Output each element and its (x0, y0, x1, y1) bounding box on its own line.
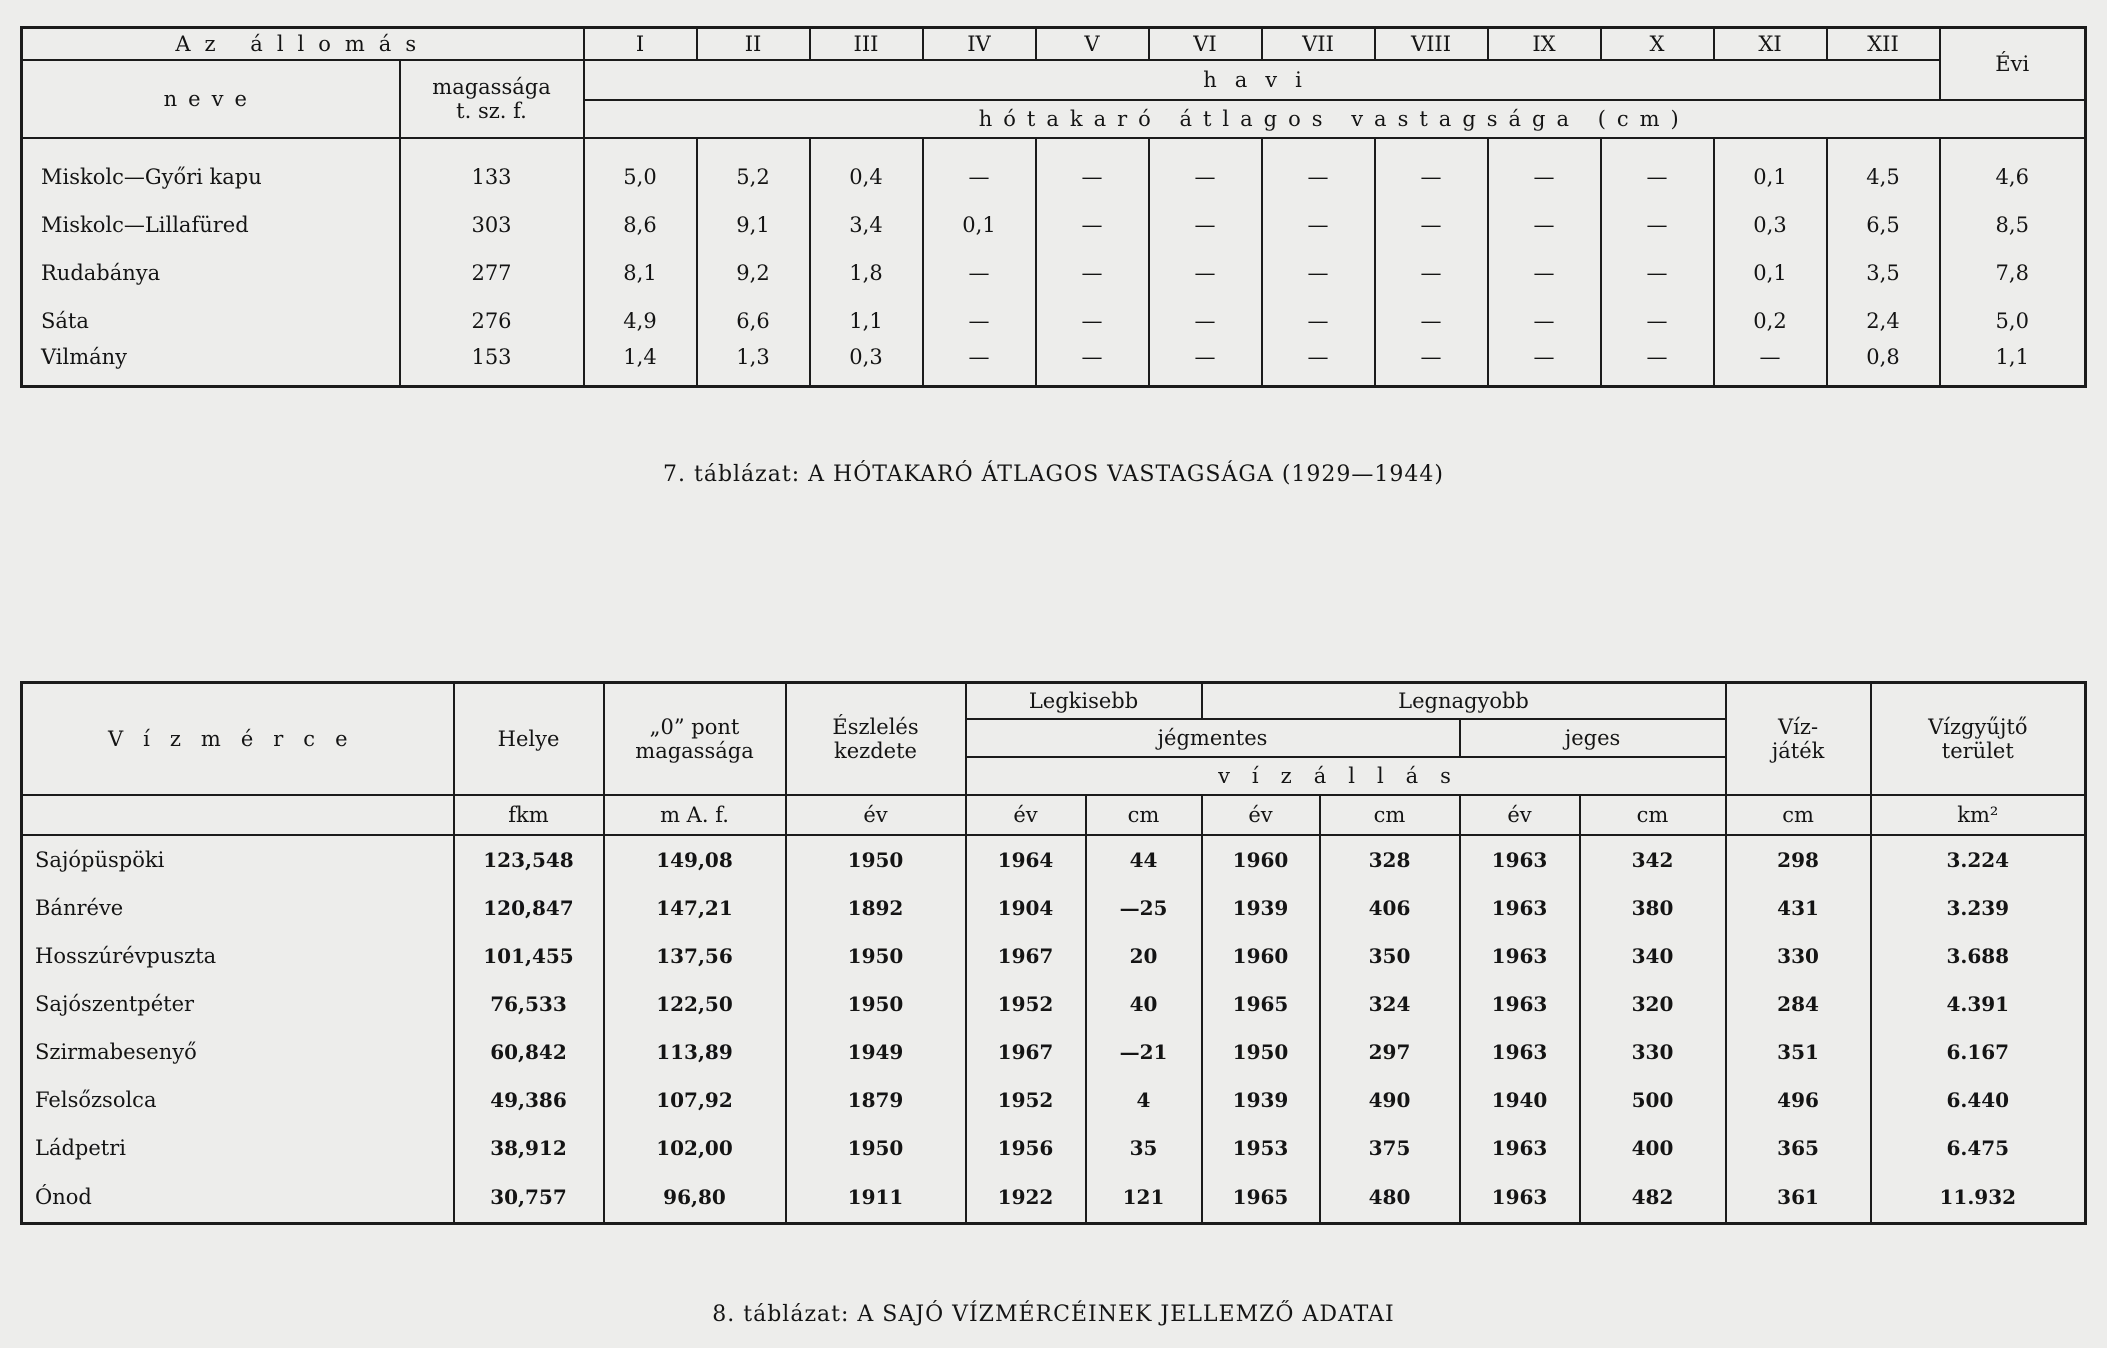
gauge-name: Hosszúrévpuszta (35, 944, 217, 968)
observation-label-2: kezdete (834, 739, 917, 763)
month-header: I (584, 28, 697, 61)
table-row (22, 1124, 2086, 1172)
gauge-value: 1960 (1202, 835, 1320, 884)
largest-header: Legnagyobb (1202, 683, 1726, 720)
month-value: 0,2 (1714, 297, 1827, 345)
gauge-value: 1950 (786, 1124, 966, 1172)
unit-label: cm (1086, 795, 1202, 835)
gauge-value: 3.239 (1871, 884, 2086, 932)
month-value: — (1601, 345, 1714, 387)
station-altitude: 303 (400, 201, 584, 249)
annual-value: 1,1 (1940, 345, 2086, 387)
month-value: 3,4 (810, 201, 923, 249)
gauge-value: 1967 (966, 1028, 1086, 1076)
gauge-value: 480 (1320, 1172, 1460, 1224)
gauge-value: 328 (1320, 835, 1460, 884)
gauge-value: 11.932 (1871, 1172, 2086, 1224)
month-header: XI (1714, 28, 1827, 61)
month-header: X (1601, 28, 1714, 61)
gauge-value: 1965 (1202, 980, 1320, 1028)
zero-point-label: „0” pont (649, 715, 740, 739)
month-value: — (1036, 153, 1149, 201)
table-row (22, 345, 2086, 387)
month-value: 0,4 (810, 153, 923, 201)
month-value: — (1601, 153, 1714, 201)
month-value: — (923, 297, 1036, 345)
gauge-value: 500 (1580, 1076, 1726, 1124)
gauge-value: 1939 (1202, 1076, 1320, 1124)
gauge-value: 6.167 (1871, 1028, 2086, 1076)
table-row (22, 932, 2086, 980)
month-value: 8,6 (584, 201, 697, 249)
gauge-value: 496 (1726, 1076, 1871, 1124)
gauge-value: —25 (1086, 884, 1202, 932)
altitude-label: magassága (432, 75, 551, 99)
month-value: — (1149, 249, 1262, 297)
table-row (22, 297, 2086, 345)
month-value: — (1375, 297, 1488, 345)
gauge-name: Szirmabesenyő (35, 1040, 197, 1064)
month-value: 0,1 (1714, 153, 1827, 201)
month-value: — (1488, 297, 1601, 345)
gauge-value: 1953 (1202, 1124, 1320, 1172)
gauge-value: 482 (1580, 1172, 1726, 1224)
catchment-label: Vízgyűjtő (1928, 715, 2028, 739)
gauge-value: 4 (1086, 1076, 1202, 1124)
table-7-caption: 7. táblázat: A HÓTAKARÓ ÁTLAGOS VASTAGSÁGA (1929—1944) (663, 462, 1444, 487)
month-value: — (1262, 345, 1375, 387)
station-name: Miskolc—Győri kapu (41, 165, 262, 189)
month-value: 0,1 (923, 201, 1036, 249)
gauge-value: 320 (1580, 980, 1726, 1028)
gauge-value: 1879 (786, 1076, 966, 1124)
gauge-value: 361 (1726, 1172, 1871, 1224)
gauge-value: 1965 (1202, 1172, 1320, 1224)
gauge-name: Ónod (35, 1185, 92, 1209)
month-value: — (1149, 297, 1262, 345)
observation-header (786, 683, 966, 796)
month-header: V (1036, 28, 1149, 61)
unit-label: km² (1871, 795, 2086, 835)
month-value: — (1149, 201, 1262, 249)
water-gauge-table (20, 681, 2087, 1225)
gauge-value: 406 (1320, 884, 1460, 932)
table-row (22, 884, 2086, 932)
month-value: — (1601, 201, 1714, 249)
gauge-value: 1904 (966, 884, 1086, 932)
unit-label: év (966, 795, 1086, 835)
units-spacer (22, 795, 454, 835)
gauge-value: 1949 (786, 1028, 966, 1076)
water-level-header: vízállás (966, 757, 1726, 795)
name-header: neve (163, 87, 258, 111)
gauge-value: 330 (1580, 1028, 1726, 1076)
altitude-header (400, 60, 584, 138)
gauge-value: 324 (1320, 980, 1460, 1028)
unit-label: év (786, 795, 966, 835)
station-altitude: 133 (400, 153, 584, 201)
month-value: — (923, 153, 1036, 201)
gauge-value: 340 (1580, 932, 1726, 980)
gauge-value: 20 (1086, 932, 1202, 980)
zero-point-header (604, 683, 786, 796)
zero-point-label-2: magassága (635, 739, 754, 763)
gauge-value: 120,847 (454, 884, 604, 932)
month-value: — (1262, 297, 1375, 345)
table-row (22, 201, 2086, 249)
catchment-label-2: terület (1941, 739, 2014, 763)
unit-label: fkm (454, 795, 604, 835)
gauge-value: 1963 (1460, 884, 1580, 932)
month-value: — (1375, 201, 1488, 249)
annual-value: 8,5 (1940, 201, 2086, 249)
gauge-value: 1939 (1202, 884, 1320, 932)
gauge-value: 351 (1726, 1028, 1871, 1076)
gauge-value: 297 (1320, 1028, 1460, 1076)
gauge-name: Ládpetri (35, 1136, 126, 1160)
table-row (22, 153, 2086, 201)
gauge-value: 149,08 (604, 835, 786, 884)
gauge-value: 1964 (966, 835, 1086, 884)
location-header: Helye (454, 683, 604, 796)
month-value: — (923, 249, 1036, 297)
gauge-value: 30,757 (454, 1172, 604, 1224)
gauge-value: 1963 (1460, 1028, 1580, 1076)
gauge-value: 1950 (786, 980, 966, 1028)
gauge-value: 38,912 (454, 1124, 604, 1172)
station-name: Sáta (41, 309, 89, 333)
month-value: — (1375, 345, 1488, 387)
gauge-value: 1967 (966, 932, 1086, 980)
unit-label: év (1460, 795, 1580, 835)
month-header: II (697, 28, 810, 61)
gauge-value: 122,50 (604, 980, 786, 1028)
month-value: — (1036, 297, 1149, 345)
gauge-value: 380 (1580, 884, 1726, 932)
month-header: VI (1149, 28, 1262, 61)
month-value: — (1714, 345, 1827, 387)
month-header: IX (1488, 28, 1601, 61)
gauge-value: 101,455 (454, 932, 604, 980)
gauge-value: 3.224 (1871, 835, 2086, 884)
gauge-value: 60,842 (454, 1028, 604, 1076)
station-altitude: 276 (400, 297, 584, 345)
range-label: Víz- (1778, 715, 1819, 739)
month-value: — (1036, 249, 1149, 297)
table-row (22, 1028, 2086, 1076)
month-value: 0,1 (1714, 249, 1827, 297)
gauge-value: 1950 (786, 835, 966, 884)
month-value: — (1488, 153, 1601, 201)
gauge-value: 40 (1086, 980, 1202, 1028)
month-value: — (1036, 345, 1149, 387)
station-altitude: 153 (400, 345, 584, 387)
unit-label: cm (1726, 795, 1871, 835)
gauge-value: 1963 (1460, 1124, 1580, 1172)
gauge-value: 1911 (786, 1172, 966, 1224)
month-value: — (1601, 297, 1714, 345)
gauge-value: 400 (1580, 1124, 1726, 1172)
month-value: 4,9 (584, 297, 697, 345)
gauge-value: 1960 (1202, 932, 1320, 980)
gauge-value: 298 (1726, 835, 1871, 884)
gauge-name: Bánréve (35, 896, 124, 920)
month-value: — (1601, 249, 1714, 297)
month-header: III (810, 28, 923, 61)
gauge-value: 96,80 (604, 1172, 786, 1224)
month-header: XII (1827, 28, 1940, 61)
gauge-value: 1952 (966, 980, 1086, 1028)
month-value: 5,0 (584, 153, 697, 201)
month-value: 9,2 (697, 249, 810, 297)
smallest-header: Legkisebb (966, 683, 1202, 720)
gauge-value: 1963 (1460, 980, 1580, 1028)
month-value: 6,5 (1827, 201, 1940, 249)
month-header: IV (923, 28, 1036, 61)
altitude-unit: t. sz. f. (456, 99, 527, 123)
month-value: — (1488, 345, 1601, 387)
gauge-value: 1963 (1460, 835, 1580, 884)
gauge-value: 1963 (1460, 1172, 1580, 1224)
gauge-value: 1963 (1460, 932, 1580, 980)
month-value: 2,4 (1827, 297, 1940, 345)
month-value: — (1488, 249, 1601, 297)
gauge-value: 44 (1086, 835, 1202, 884)
table-row (22, 980, 2086, 1028)
gauge-value: 1956 (966, 1124, 1086, 1172)
unit-label: cm (1580, 795, 1726, 835)
month-value: — (1149, 153, 1262, 201)
unit-label: m A. f. (604, 795, 786, 835)
month-value: 1,3 (697, 345, 810, 387)
month-value: — (1149, 345, 1262, 387)
table-row (22, 249, 2086, 297)
gauge-value: 107,92 (604, 1076, 786, 1124)
gauge-value: 102,00 (604, 1124, 786, 1172)
gauge-value: 4.391 (1871, 980, 2086, 1028)
gauge-value: 330 (1726, 932, 1871, 980)
month-value: 6,6 (697, 297, 810, 345)
table-row (22, 835, 2086, 884)
month-value: — (1375, 153, 1488, 201)
month-value: 1,4 (584, 345, 697, 387)
gauge-value: 137,56 (604, 932, 786, 980)
gauge-value: 35 (1086, 1124, 1202, 1172)
gauge-value: 49,386 (454, 1076, 604, 1124)
month-value: — (1488, 201, 1601, 249)
gauge-value: 6.475 (1871, 1124, 2086, 1172)
gauge-name: Felsőzsolca (35, 1088, 157, 1112)
month-value: 1,1 (810, 297, 923, 345)
month-value: 5,2 (697, 153, 810, 201)
month-value: 4,5 (1827, 153, 1940, 201)
gauge-name: Sajópüspöki (35, 848, 165, 872)
gauge-value: 1940 (1460, 1076, 1580, 1124)
annual-value: 5,0 (1940, 297, 2086, 345)
month-value: — (1375, 249, 1488, 297)
gauge-value: 113,89 (604, 1028, 786, 1076)
gauge-value: 1952 (966, 1076, 1086, 1124)
gauge-value: 1950 (1202, 1028, 1320, 1076)
table-8-caption: 8. táblázat: A SAJÓ VÍZMÉRCÉINEK JELLEMZŐ ADATAI (712, 1302, 1395, 1327)
month-value: 9,1 (697, 201, 810, 249)
station-name: Vilmány (41, 345, 128, 369)
gauge-value: 1950 (786, 932, 966, 980)
gauge-value: 121 (1086, 1172, 1202, 1224)
gauge-value: 350 (1320, 932, 1460, 980)
gauge-value: 375 (1320, 1124, 1460, 1172)
gauge-value: 1922 (966, 1172, 1086, 1224)
snow-cover-table (20, 26, 2087, 388)
month-header: VIII (1375, 28, 1488, 61)
month-value: — (1262, 153, 1375, 201)
station-name: Rudabánya (41, 261, 161, 285)
gauge-value: 490 (1320, 1076, 1460, 1124)
range-label-2: játék (1771, 739, 1825, 763)
gauge-value: 76,533 (454, 980, 604, 1028)
gauge-value: 431 (1726, 884, 1871, 932)
gauge-value: 365 (1726, 1124, 1871, 1172)
month-value: — (923, 345, 1036, 387)
month-value: 0,3 (1714, 201, 1827, 249)
unit-label: év (1202, 795, 1320, 835)
annual-value: 7,8 (1940, 249, 2086, 297)
observation-label: Észlelés (832, 715, 919, 739)
quantity-header: hótakaró átlagos vastagsága (cm) (584, 100, 2086, 138)
gauge-value: 284 (1726, 980, 1871, 1028)
gauge-value: 6.440 (1871, 1076, 2086, 1124)
ice-free-header: jégmentes (966, 719, 1460, 757)
station-header: Az állomás (22, 28, 584, 61)
table-row (22, 1172, 2086, 1224)
month-header: VII (1262, 28, 1375, 61)
station-name: Miskolc—Lillafüred (41, 213, 249, 237)
gauge-name: Sajószentpéter (35, 992, 195, 1016)
month-value: 8,1 (584, 249, 697, 297)
gauge-value: 1892 (786, 884, 966, 932)
gauge-value: 3.688 (1871, 932, 2086, 980)
annual-header: Évi (1940, 28, 2086, 101)
table-row (22, 1076, 2086, 1124)
icy-header: jeges (1460, 719, 1726, 757)
gauge-value: 342 (1580, 835, 1726, 884)
month-value: 3,5 (1827, 249, 1940, 297)
month-value: — (1262, 249, 1375, 297)
station-altitude: 277 (400, 249, 584, 297)
gauge-value: 123,548 (454, 835, 604, 884)
month-value: 1,8 (810, 249, 923, 297)
monthly-header: havi (584, 60, 1940, 100)
month-value: — (1036, 201, 1149, 249)
annual-value: 4,6 (1940, 153, 2086, 201)
month-value: 0,3 (810, 345, 923, 387)
month-value: — (1262, 201, 1375, 249)
catchment-header (1871, 683, 2086, 796)
gauge-value: 147,21 (604, 884, 786, 932)
gauge-header: Vízmérce (107, 727, 368, 751)
month-value: 0,8 (1827, 345, 1940, 387)
unit-label: cm (1320, 795, 1460, 835)
range-header (1726, 683, 1871, 796)
gauge-value: —21 (1086, 1028, 1202, 1076)
